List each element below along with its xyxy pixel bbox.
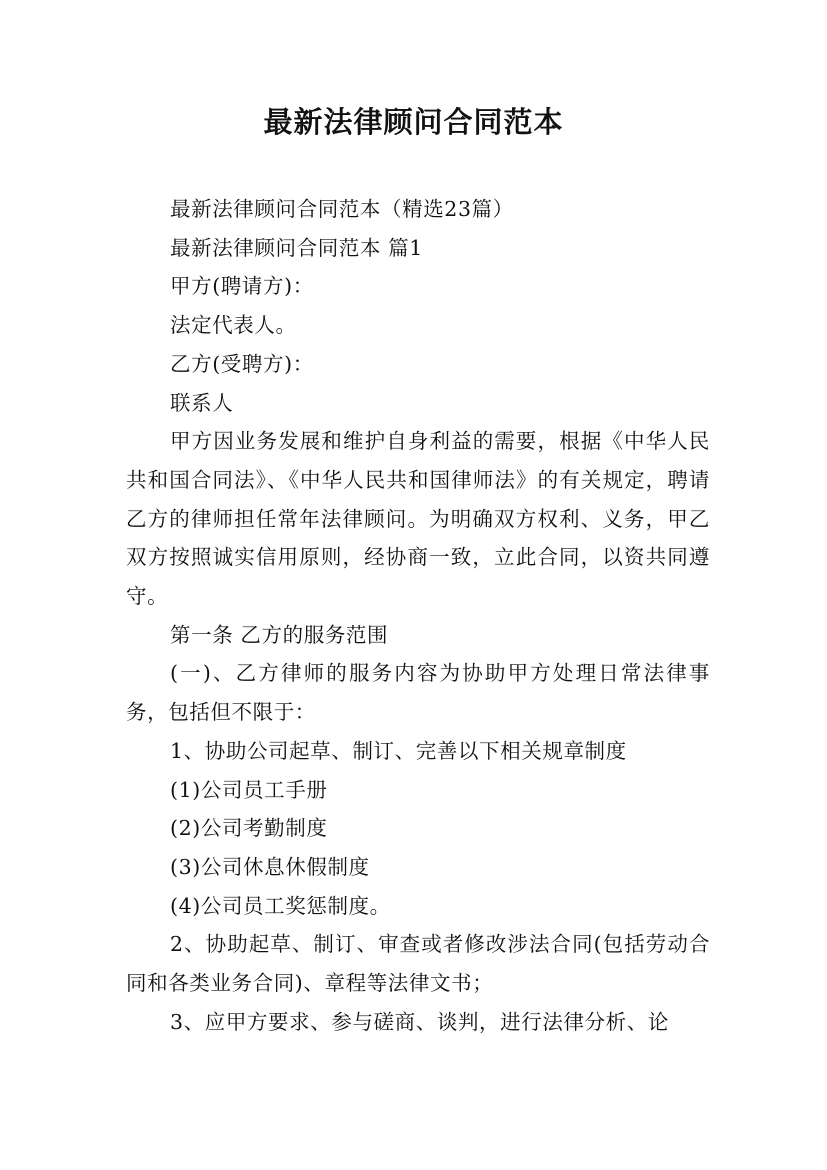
paragraph-item-2: 2、协助起草、制订、审查或者修改涉法合同(包括劳动合同和各类业务合同)、章程等法律文书； — [126, 932, 710, 996]
paragraph-contact-person: 联系人 — [170, 390, 234, 415]
paragraph-collection-title: 最新法律顾问合同范本（精选23篇） — [170, 197, 514, 221]
paragraph-article-one: 第一条 乙方的服务范围 — [170, 622, 389, 647]
paragraph-subitem-1: (1)公司员工手册 — [170, 777, 328, 802]
paragraph-item-3: 3、应甲方要求、参与磋商、谈判，进行法律分析、论 — [170, 1009, 669, 1034]
paragraph-subitem-4: (4)公司员工奖惩制度。 — [170, 893, 391, 918]
paragraph-party-b: 乙方(受聘方)： — [170, 351, 314, 376]
paragraph-service-content: (一)、乙方律师的服务内容为协助甲方处理日常法律事务，包括但不限于： — [126, 661, 710, 725]
paragraph-preamble: 甲方因业务发展和维护自身利益的需要，根据《中华人民共和国合同法》、《中华人民共和国律师法》的有关规定，聘请乙方的律师担任常年法律顾问。为明确双方权利、义务，甲乙双方按照诚实信用原则，经协商一致，立此合同，以资共同遵守。 — [126, 429, 710, 609]
document-body — [126, 190, 710, 1041]
paragraph-subitem-3: (3)公司休息休假制度 — [170, 854, 370, 879]
paragraph-party-a: 甲方(聘请方)： — [170, 274, 314, 299]
paragraph-item-1: 1、协助公司起草、制订、完善以下相关规章制度 — [170, 738, 627, 763]
paragraph-legal-representative: 法定代表人。 — [170, 313, 297, 338]
document-title: 最新法律顾问合同范本 — [263, 105, 564, 139]
paragraph-article-heading: 最新法律顾问合同范本 篇1 — [170, 235, 423, 260]
paragraph-subitem-2: (2)公司考勤制度 — [170, 816, 328, 841]
